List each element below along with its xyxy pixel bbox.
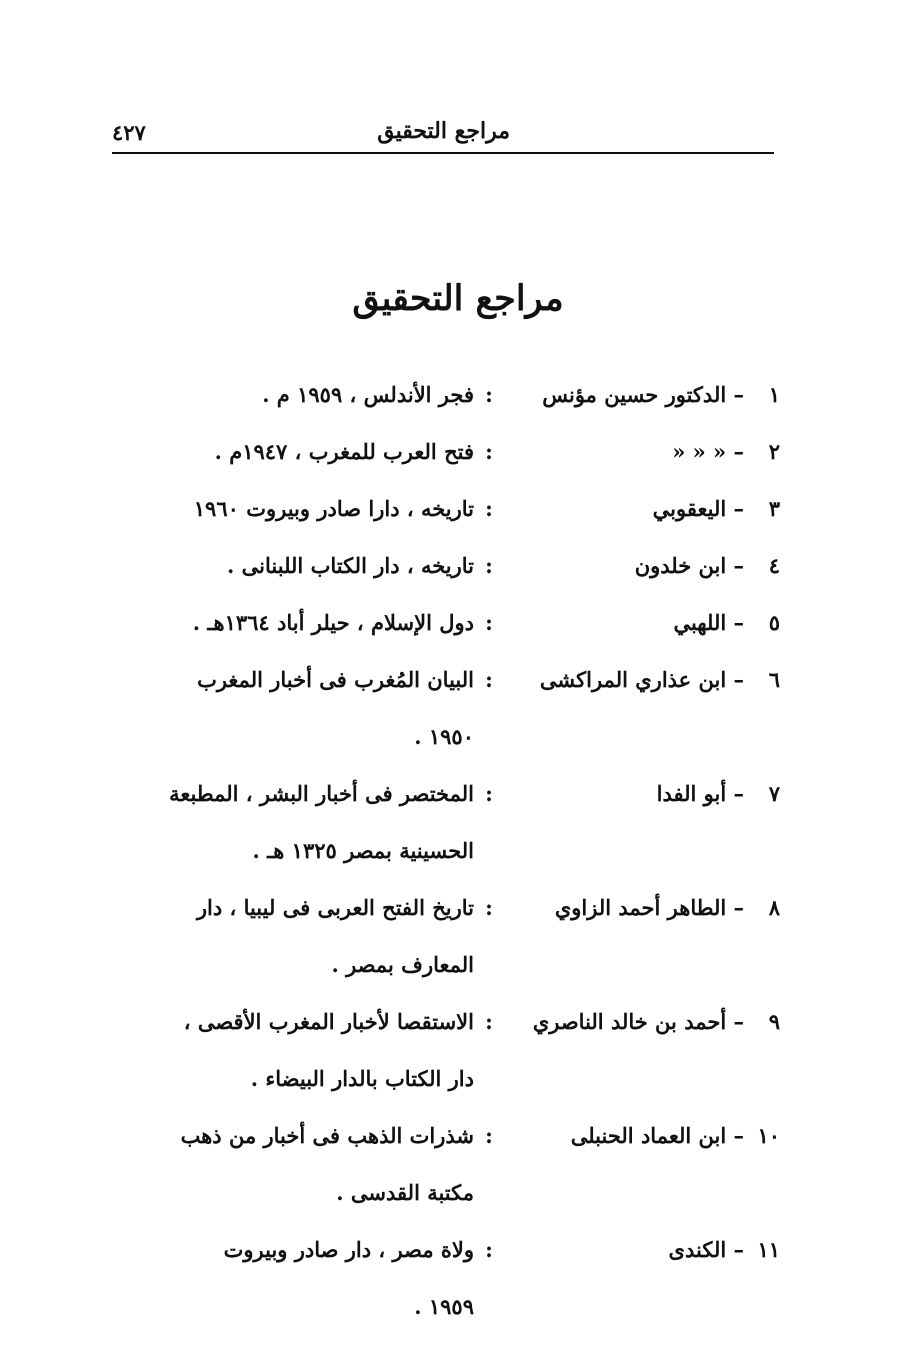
reference-author: – أبو الفدا (656, 781, 744, 806)
reference-author: – أحمد بن خالد الناصري (532, 1009, 744, 1034)
reference-number: ٩ (768, 1009, 780, 1034)
reference-title-line: دول الإسلام ، حيلر أباد ١٣٦٤هـ . (192, 610, 474, 635)
reference-title (142, 1107, 474, 1221)
reference-entry (120, 879, 780, 993)
reference-title (142, 765, 474, 879)
reference-title-line: المختصر فى أخبار البشر ، المطبعة (169, 781, 474, 806)
reference-title (142, 651, 474, 765)
reference-author: – « « « (672, 439, 744, 464)
reference-title (142, 1221, 474, 1335)
reference-author: – الدكتور حسين مؤنس (542, 382, 744, 407)
reference-title (142, 537, 474, 594)
reference-author: – ابن خلدون (634, 553, 744, 578)
reference-separator: : (485, 610, 493, 635)
reference-title-line: البيان المُغرب فى أخبار المغرب (197, 667, 474, 692)
reference-author: – اللهبي (673, 610, 744, 635)
reference-entry (120, 594, 780, 651)
reference-author: – اليعقوبي (652, 496, 744, 521)
page-title: مراجع التحقيق (352, 278, 564, 319)
reference-separator: : (485, 667, 493, 692)
reference-entry (120, 1107, 780, 1221)
reference-title-line: فجر الأندلس ، ١٩٥٩ م . (262, 382, 474, 407)
page-number: ٤٢٧ (112, 120, 146, 145)
references-list (120, 366, 780, 1335)
reference-title-line: فتح العرب للمغرب ، ١٩٤٧م . (214, 439, 474, 464)
reference-entry (120, 1221, 780, 1335)
reference-separator: : (485, 1009, 493, 1034)
reference-author: – ابن عذاري المراكشى (539, 667, 744, 692)
reference-number: ٦ (768, 667, 780, 692)
reference-title-line: المعارف بمصر . (331, 952, 474, 977)
reference-entry (120, 366, 780, 423)
reference-title (142, 879, 474, 993)
running-header (112, 118, 774, 154)
reference-title (142, 993, 474, 1107)
reference-number: ١ (768, 382, 780, 407)
reference-title-line: ١٩٥٩ . (414, 1294, 474, 1319)
reference-title-line: شذرات الذهب فى أخبار من ذهب (180, 1123, 474, 1148)
reference-separator: : (485, 1237, 493, 1262)
reference-number: ١١ (757, 1237, 780, 1262)
reference-separator: : (485, 382, 493, 407)
reference-title-line: مكتبة القدسى . (336, 1180, 474, 1205)
reference-number: ٣ (768, 496, 780, 521)
reference-title (142, 423, 474, 480)
reference-entry (120, 480, 780, 537)
reference-number: ٨ (768, 895, 780, 920)
reference-title-line: ولاة مصر ، دار صادر وبيروت (223, 1237, 474, 1262)
reference-separator: : (485, 439, 493, 464)
reference-entry (120, 993, 780, 1107)
reference-number: ٧ (768, 781, 780, 806)
reference-title-line: تاريخ الفتح العربى فى ليبيا ، دار (196, 895, 474, 920)
reference-author: – الكندى (668, 1237, 744, 1262)
reference-title-line: الحسينية بمصر ١٣٢٥ هـ . (252, 838, 474, 863)
reference-title-line: دار الكتاب بالدار البيضاء . (250, 1066, 474, 1091)
reference-title-line: الاستقصا لأخبار المغرب الأقصى ، (183, 1009, 474, 1034)
reference-title (142, 366, 474, 423)
reference-number: ٤ (768, 553, 780, 578)
reference-entry (120, 423, 780, 480)
reference-separator: : (485, 895, 493, 920)
running-title: مراجع التحقيق (377, 118, 510, 144)
reference-number: ١٠ (757, 1123, 780, 1148)
reference-title-line: تاريخه ، دار الكتاب اللبنانى . (227, 553, 474, 578)
reference-title-line: تاريخه ، دارا صادر وبيروت ١٩٦٠ (193, 496, 474, 521)
reference-separator: : (485, 781, 493, 806)
reference-title-line: ١٩٥٠ . (414, 724, 474, 749)
reference-title (142, 480, 474, 537)
reference-number: ٥ (768, 610, 780, 635)
reference-author: – ابن العماد الحنبلى (570, 1123, 744, 1148)
reference-author: – الطاهر أحمد الزاوي (554, 895, 744, 920)
reference-title (142, 594, 474, 651)
reference-number: ٢ (768, 439, 780, 464)
reference-separator: : (485, 496, 493, 521)
reference-separator: : (485, 1123, 493, 1148)
reference-separator: : (485, 553, 493, 578)
reference-entry (120, 651, 780, 765)
reference-entry (120, 537, 780, 594)
reference-entry (120, 765, 780, 879)
